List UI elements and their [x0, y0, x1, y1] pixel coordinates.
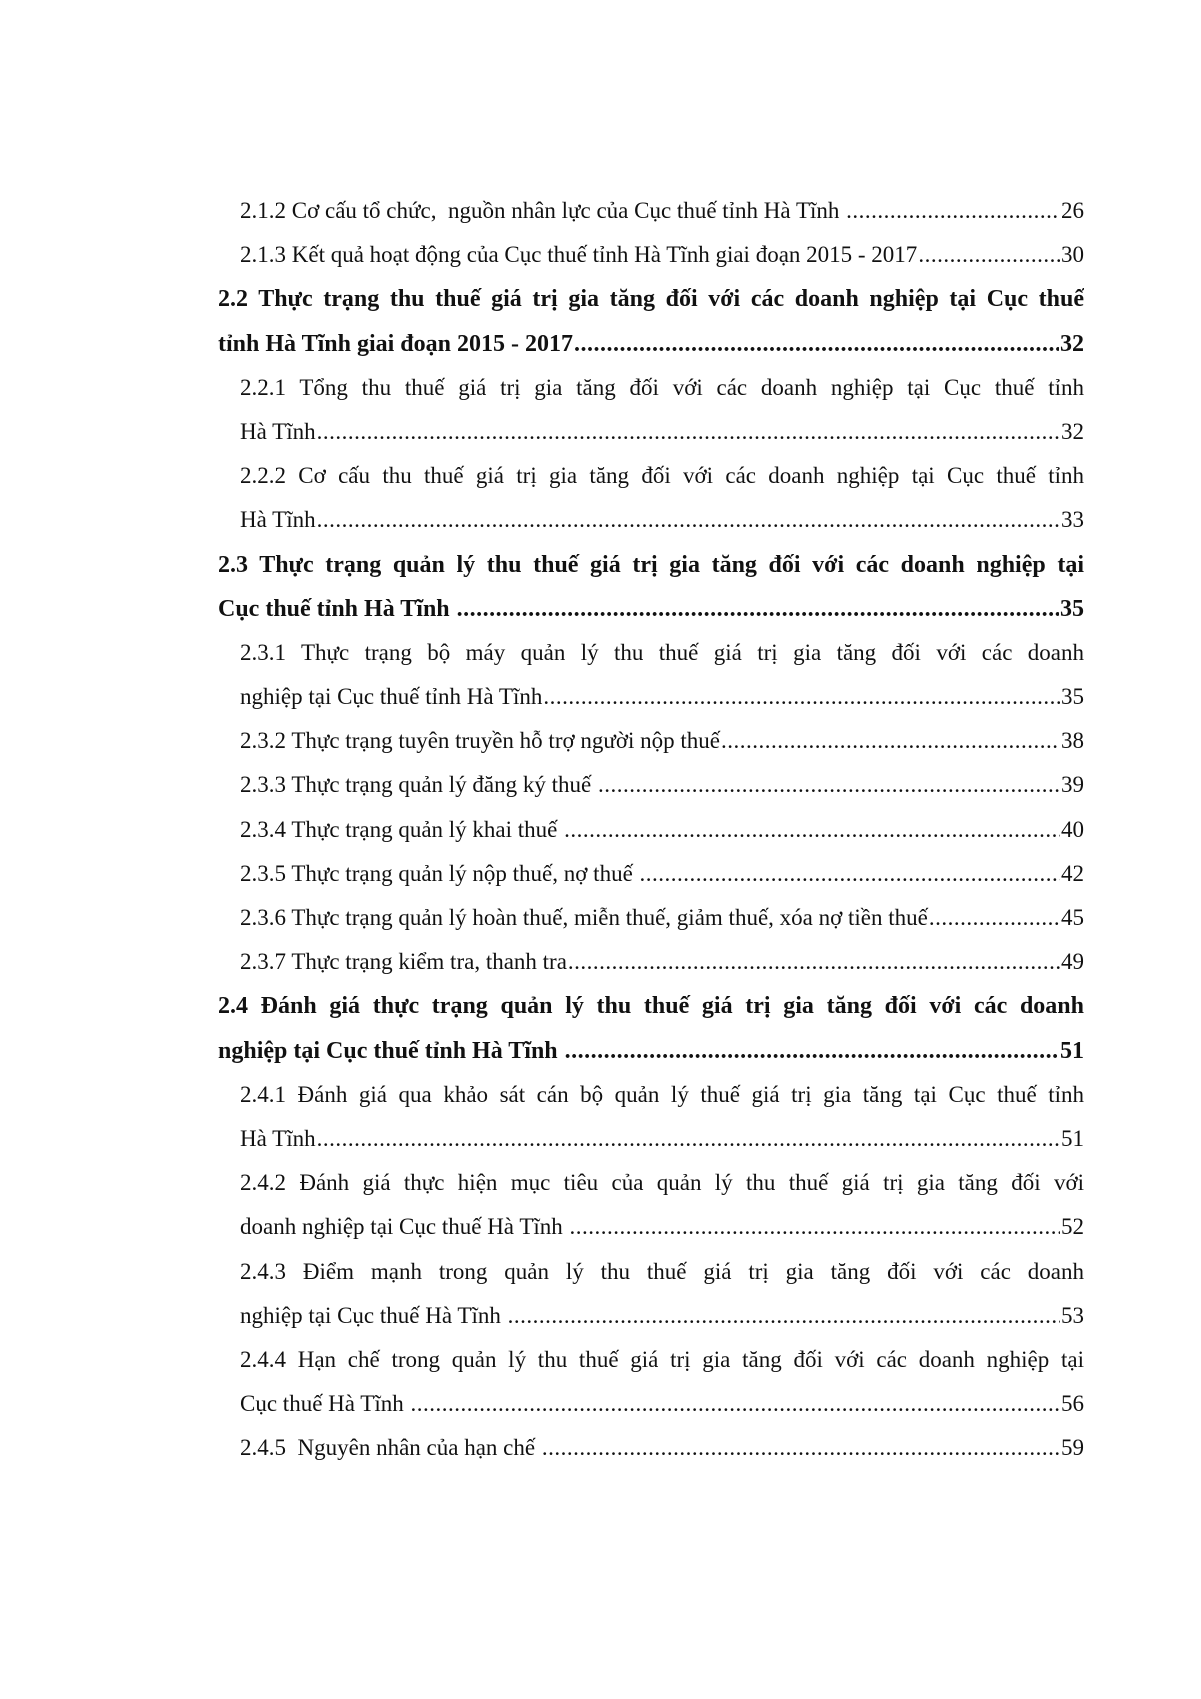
toc-page-number: 40 [1061, 816, 1084, 842]
dot-leader [570, 1205, 1060, 1249]
toc-page-number: 45 [1061, 905, 1084, 930]
toc-page-number: 35 [1061, 684, 1084, 710]
toc-page-number: 35 [1060, 595, 1084, 622]
toc-entry [218, 410, 1084, 454]
dot-leader [846, 189, 1060, 233]
toc-entry-text: 2.4.4 Hạn chế trong quản lý thu thuế giá trị gia tăng đối với các doanh nghiệp tại [240, 1346, 1084, 1372]
toc-entry-text: 2.4.3 Điểm mạnh trong quản lý thu thuế giá trị gia tăng đối với các doanh [240, 1258, 1084, 1284]
dot-leader [543, 675, 1060, 719]
toc-entry [218, 1294, 1084, 1338]
toc-page-number: 42 [1061, 860, 1084, 886]
dot-leader [542, 1426, 1060, 1470]
toc-entry [218, 587, 1084, 631]
toc-entry [218, 808, 1084, 852]
dot-leader [640, 852, 1060, 896]
toc-entry-text: Hà Tĩnh [240, 418, 316, 444]
toc-entry-text: tỉnh Hà Tĩnh giai đoạn 2015 - 2017 [218, 330, 573, 357]
toc-page-number: 39 [1061, 772, 1084, 798]
toc-heading-line [218, 277, 1084, 321]
toc-entry-text: 2.3.7 Thực trạng kiểm tra, thanh tra [240, 949, 567, 975]
dot-leader [411, 1382, 1061, 1426]
toc-entry [218, 189, 1084, 233]
toc-heading-line [218, 1250, 1084, 1294]
toc-page-number: 32 [1061, 418, 1084, 444]
toc-entry [218, 940, 1084, 984]
toc-entry-text: 2.4.2 Đánh giá thực hiện mục tiêu của quản lý thu thuế giá trị gia tăng đối với [240, 1170, 1084, 1196]
toc-entry-text: 2.4.5 Nguyên nhân của hạn chế [240, 1435, 541, 1461]
toc-entry-text: 2.3.5 Thực trạng quản lý nộp thuế, nợ thuế [240, 860, 639, 886]
toc-heading-line [218, 1161, 1084, 1205]
toc-heading-line [218, 543, 1084, 587]
dot-leader [574, 322, 1059, 366]
toc-heading-line [218, 366, 1084, 410]
dot-leader [317, 1117, 1060, 1161]
toc-entry-text: 2.2.1 Tổng thu thuế giá trị gia tăng đối với các doanh nghiệp tại Cục thuế tỉnh [240, 374, 1084, 400]
toc-entry-text: nghiệp tại Cục thuế tỉnh Hà Tĩnh [218, 1037, 564, 1064]
toc-entry [218, 1205, 1084, 1249]
toc-page-number: 59 [1061, 1435, 1084, 1461]
toc-heading-line [218, 1073, 1084, 1117]
toc-entry-text: doanh nghiệp tại Cục thuế Hà Tĩnh [240, 1214, 569, 1240]
dot-leader [565, 1029, 1059, 1073]
toc-page-number: 32 [1060, 330, 1084, 357]
toc-entry-text: 2.2.2 Cơ cấu thu thuế giá trị gia tăng đối với các doanh nghiệp tại Cục thuế tỉnh [240, 463, 1084, 489]
toc-entry-text: 2.3.1 Thực trạng bộ máy quản lý thu thuế giá trị gia tăng đối với các doanh [240, 639, 1084, 665]
toc-page-number: 53 [1061, 1302, 1084, 1328]
dot-leader [508, 1294, 1060, 1338]
toc-entry [218, 675, 1084, 719]
toc-entry-text: Cục thuế tỉnh Hà Tĩnh [218, 595, 456, 622]
toc-entry-text: 2.3 Thực trạng quản lý thu thuế giá trị gia tăng đối với các doanh nghiệp tại [218, 551, 1084, 578]
table-of-contents [218, 189, 1084, 1470]
toc-entry [218, 1117, 1084, 1161]
toc-entry [218, 763, 1084, 807]
toc-page-number: 56 [1061, 1391, 1084, 1417]
toc-entry-text: Cục thuế Hà Tĩnh [240, 1391, 410, 1417]
toc-entry-text: 2.3.6 Thực trạng quản lý hoàn thuế, miễn thuế, giảm thuế, xóa nợ tiền thuế [240, 905, 928, 930]
toc-entry-text: 2.4.1 Đánh giá qua khảo sát cán bộ quản lý thuế giá trị gia tăng tại Cục thuế tỉnh [240, 1081, 1084, 1107]
toc-entry-text: Hà Tĩnh [240, 1125, 316, 1151]
dot-leader [317, 410, 1060, 454]
dot-leader [457, 587, 1059, 631]
dot-leader [598, 763, 1060, 807]
toc-page-number: 51 [1061, 1125, 1084, 1151]
dot-leader [564, 808, 1060, 852]
toc-heading-line [218, 1338, 1084, 1382]
toc-entry [218, 719, 1084, 763]
toc-entry [218, 852, 1084, 896]
toc-page-number: 49 [1061, 949, 1084, 975]
toc-entry-text: nghiệp tại Cục thuế tỉnh Hà Tĩnh [240, 684, 543, 710]
toc-heading-line [218, 454, 1084, 498]
toc-heading-line [218, 984, 1084, 1028]
toc-entry [218, 1382, 1084, 1426]
toc-entry [218, 1426, 1084, 1470]
toc-entry [218, 322, 1084, 366]
toc-page-number: 52 [1061, 1214, 1084, 1240]
toc-entry [218, 896, 1084, 940]
toc-entry-text: 2.3.2 Thực trạng tuyên truyền hỗ trợ người nộp thuế [240, 728, 721, 754]
toc-entry [218, 1029, 1084, 1073]
toc-heading-line [218, 631, 1084, 675]
dot-leader [721, 719, 1060, 763]
toc-entry-text: 2.1.3 Kết quả hoạt động của Cục thuế tỉnh Hà Tĩnh giai đoạn 2015 - 2017 [240, 242, 918, 268]
dot-leader [929, 896, 1060, 940]
toc-entry-text: 2.1.2 Cơ cấu tổ chức, nguồn nhân lực của Cục thuế tỉnh Hà Tĩnh [240, 198, 846, 223]
toc-page-number: 51 [1060, 1037, 1084, 1064]
toc-entry-text: nghiệp tại Cục thuế Hà Tĩnh [240, 1302, 507, 1328]
toc-page-number: 38 [1061, 728, 1084, 754]
toc-entry-text: 2.3.4 Thực trạng quản lý khai thuế [240, 816, 564, 842]
toc-entry [218, 233, 1084, 277]
toc-entry-text: 2.3.3 Thực trạng quản lý đăng ký thuế [240, 772, 597, 798]
toc-page-number: 33 [1061, 507, 1084, 533]
toc-page-number: 26 [1061, 198, 1084, 223]
toc-entry-text: 2.2 Thực trạng thu thuế giá trị gia tăng đối với các doanh nghiệp tại Cục thuế [218, 286, 1084, 313]
dot-leader [568, 940, 1060, 984]
toc-page-number: 30 [1061, 242, 1084, 268]
dot-leader [317, 498, 1060, 542]
toc-entry [218, 498, 1084, 542]
toc-entry-text: 2.4 Đánh giá thực trạng quản lý thu thuế giá trị gia tăng đối với các doanh [218, 993, 1084, 1020]
dot-leader [918, 233, 1060, 277]
toc-entry-text: Hà Tĩnh [240, 507, 316, 533]
